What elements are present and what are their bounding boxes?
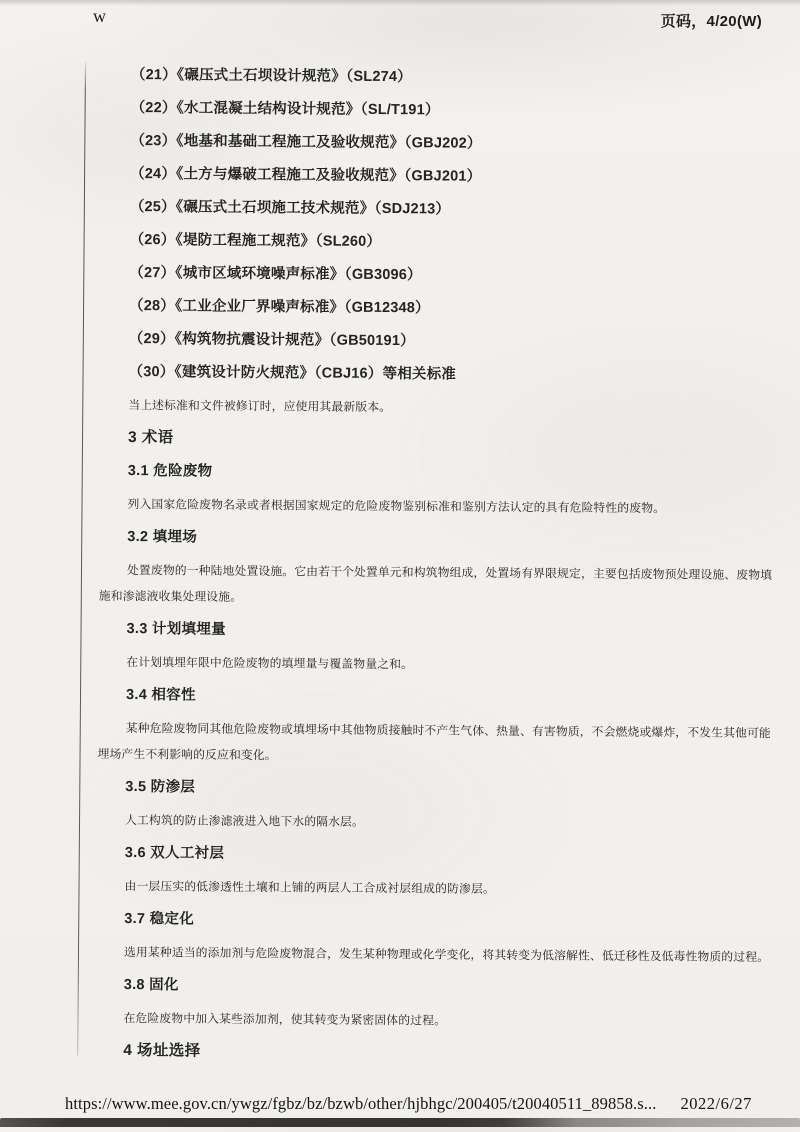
- doc-block-item: [129, 227, 798, 258]
- document-content: [0, 61, 800, 1069]
- doc-line: 人工构筑的防止渗滤液进入地下水的隔水层。: [124, 812, 365, 829]
- doc-line: （25）《碾压式土石坝施工技术规范》（SDJ213）: [129, 198, 451, 218]
- doc-line: 由一层压实的低渗透性土壤和上铺的两层人工合成衬层组成的防渗层。: [124, 878, 495, 896]
- doc-line: 在危险废物中加入某些添加剂，使其转变为紧密固体的过程。: [123, 1010, 447, 1028]
- doc-line: 选用某种适当的添加剂与危险废物混合，发生某种物理或化学变化，将其转变为低溶解性、低迁移性及低毒性物质的过程。: [123, 944, 770, 965]
- doc-block-item: [130, 194, 799, 225]
- doc-block-para: [95, 1005, 792, 1036]
- doc-line: 施和渗滤液收集处理设施。: [98, 588, 243, 604]
- doc-block-para: [97, 807, 794, 838]
- doc-line: （27）《城市区域环境噪声标准》（GB3096）: [129, 264, 422, 284]
- doc-line: 当上述标准和文件被修订时，应使用其最新版本。: [128, 397, 392, 415]
- doc-line: （24）《土方与爆破工程施工及验收规范》（GBJ201）: [130, 165, 482, 185]
- doc-line: （23）《地基和基础工程施工及验收规范》（GBJ202）: [130, 132, 482, 152]
- doc-line: 3.7 稳定化: [124, 910, 195, 928]
- doc-block-subheading: [125, 774, 794, 805]
- doc-block-item: [130, 161, 799, 192]
- header-corner-mark: w: [93, 6, 106, 26]
- doc-block-subheading: [126, 682, 795, 713]
- doc-block-heading: [128, 425, 797, 456]
- doc-line: 3.5 防渗层: [125, 778, 196, 796]
- doc-line: 3 术语: [127, 428, 174, 447]
- doc-block-para: [96, 873, 793, 904]
- doc-block-subheading: [125, 840, 794, 871]
- doc-block-item: [129, 293, 798, 324]
- doc-line: 埋场产生不利影响的反应和变化。: [97, 746, 277, 763]
- doc-block-para: [100, 392, 797, 423]
- doc-line: （21）《碾压式土石坝设计规范》（SL274）: [130, 66, 412, 86]
- doc-line: （28）《工业企业厂界噪声标准》（GB12348）: [129, 297, 430, 317]
- doc-line: 在计划填埋年限中危险废物的填埋量与覆盖物量之和。: [126, 654, 414, 672]
- doc-block-para: [96, 939, 793, 970]
- footer-url: https://www.mee.gov.cn/ywgz/fgbz/bz/bzwb/other/hjbhgc/200405/t20040511_89858.s...: [65, 1094, 657, 1113]
- doc-line: 处置废物的一种陆地处置设施。它由若干个处置单元和构筑物组成，处置场有界限规定，主要包括废物预处理设施、废物填: [126, 562, 773, 583]
- footer-date: 2022/6/27: [680, 1094, 752, 1113]
- doc-block-item: [131, 95, 800, 126]
- doc-block-para: [99, 557, 796, 614]
- doc-block-item: [131, 62, 800, 93]
- doc-block-para: [99, 491, 796, 522]
- doc-block-subheading: [128, 458, 797, 489]
- doc-line: 某种危险废物同其他危险废物或填埋场中其他物质接触时不产生气体、热量、有害物质，不会燃烧或爆炸，不发生其他可能: [125, 720, 771, 741]
- doc-line: 3.1 危险废物: [127, 462, 213, 480]
- doc-block-heading: [123, 1038, 792, 1069]
- doc-line: 3.8 固化: [123, 976, 179, 994]
- doc-block-subheading: [126, 616, 795, 647]
- doc-line: 4 场址选择: [123, 1041, 201, 1060]
- doc-block-subheading: [127, 524, 796, 555]
- doc-block-subheading: [124, 972, 793, 1003]
- doc-block-subheading: [124, 906, 793, 937]
- doc-line: 3.6 双人工衬层: [124, 844, 225, 862]
- doc-line: 3.4 相容性: [125, 686, 196, 704]
- doc-block-para: [97, 715, 794, 772]
- doc-block-item: [129, 260, 798, 291]
- doc-line: （26）《堤防工程施工规范》（SL260）: [129, 231, 382, 250]
- doc-line: 3.3 计划填埋量: [126, 620, 226, 638]
- doc-block-item: [128, 359, 797, 390]
- scan-bottom-edge-band: [0, 1118, 800, 1127]
- doc-block-item: [129, 326, 798, 357]
- doc-line: 列入国家危险废物名录或者根据国家规定的危险废物鉴别标准和鉴别方法认定的具有危险特性的废物。: [127, 496, 666, 516]
- doc-line: （29）《构筑物抗震设计规范》（GB50191）: [128, 330, 415, 350]
- page-number-label: 页码，4/20(W): [660, 13, 762, 30]
- footer: [65, 1094, 765, 1114]
- doc-line: 3.2 填埋场: [127, 528, 198, 546]
- doc-block-para: [98, 649, 795, 680]
- doc-line: （22）《水工混凝土结构设计规范》（SL/T191）: [130, 99, 440, 119]
- doc-line: （30）《建筑设计防火规范》（CBJ16）等相关标准: [128, 363, 457, 383]
- doc-block-item: [130, 128, 799, 159]
